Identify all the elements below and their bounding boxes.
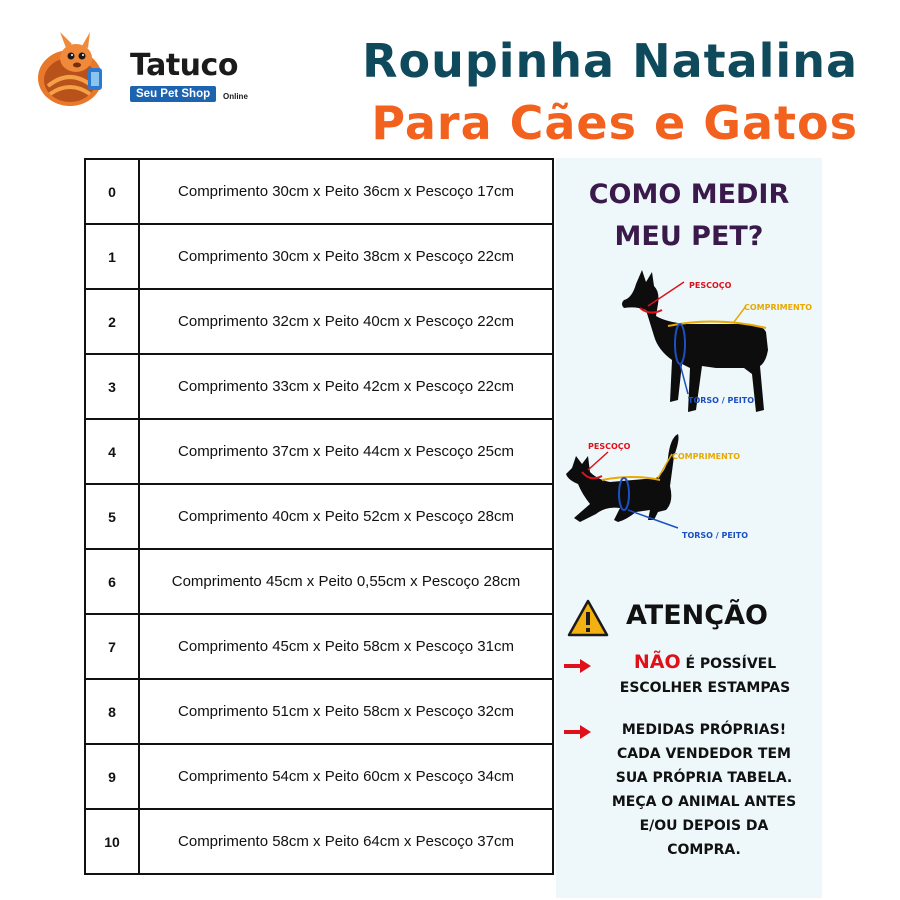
size-measurements: Comprimento 40cm x Peito 52cm x Pescoço 28cm [139,484,553,549]
size-number: 1 [85,224,139,289]
size-measurements: Comprimento 32cm x Peito 40cm x Pescoço 22cm [139,289,553,354]
size-measurements: Comprimento 30cm x Peito 36cm x Pescoço 17cm [139,159,553,224]
how-to-measure-title [556,174,822,258]
no-prints-note [600,650,810,700]
measure-panel [556,158,822,898]
size-number: 8 [85,679,139,744]
table-row [85,744,553,809]
cat-neck-label: PESCOÇO [588,442,631,451]
size-measurements: Comprimento 30cm x Peito 38cm x Pescoço 22cm [139,224,553,289]
logo-brand-name: Tatuco [130,48,238,83]
page-subtitle: Para Cães e Gatos [371,96,858,150]
no-prints-line2: ESCOLHER ESTAMPAS [619,680,791,696]
table-row [85,289,553,354]
how-to-measure-line1: COMO MEDIR [588,179,790,210]
right-arrow-icon [564,658,592,674]
table-row [85,809,553,874]
no-prints-rest: É POSSÍVEL [685,656,777,672]
size-number: 10 [85,809,139,874]
table-row [85,679,553,744]
cat-length-label: COMPRIMENTO [672,452,741,461]
size-number: 6 [85,549,139,614]
dog-length-label: COMPRIMENTO [744,303,813,312]
table-row [85,224,553,289]
brand-logo [30,28,248,112]
size-number: 7 [85,614,139,679]
size-measurements: Comprimento 54cm x Peito 60cm x Pescoço 34cm [139,744,553,809]
cat-torso-label: TORSO / PEITO [682,531,749,540]
dog-torso-label: TORSO / PEITO [688,396,755,405]
own-measures-line: SUA PRÓPRIA TABELA. [615,770,793,786]
size-measurements: Comprimento 33cm x Peito 42cm x Pescoço 22cm [139,354,553,419]
table-row [85,484,553,549]
size-number: 4 [85,419,139,484]
size-measurements: Comprimento 45cm x Peito 58cm x Pescoço 31cm [139,614,553,679]
own-measures-line: MEDIDAS PRÓPRIAS! [621,722,787,738]
dog-neck-label: PESCOÇO [689,281,732,290]
size-number: 5 [85,484,139,549]
size-table [84,158,554,875]
table-row [85,419,553,484]
own-measures-note [586,718,822,862]
no-prints-strong: NÃO [633,651,681,673]
table-row [85,549,553,614]
table-row [85,159,553,224]
table-row [85,354,553,419]
page-title: Roupinha Natalina [362,34,858,88]
size-number: 0 [85,159,139,224]
own-measures-line: COMPRA. [667,842,741,858]
own-measures-line: CADA VENDEDOR TEM [617,746,791,762]
how-to-measure-line2: MEU PET? [614,221,764,252]
size-number: 2 [85,289,139,354]
table-row [85,614,553,679]
logo-suffix: Online [223,92,248,101]
warning-triangle-icon [566,598,610,638]
size-number: 9 [85,744,139,809]
size-number: 3 [85,354,139,419]
size-measurements: Comprimento 45cm x Peito 0,55cm x Pescoço 28cm [139,549,553,614]
own-measures-line: E/OU DEPOIS DA [639,818,769,834]
size-measurements: Comprimento 51cm x Peito 58cm x Pescoço 32cm [139,679,553,744]
logo-tagline: Seu Pet Shop [130,86,216,102]
own-measures-line: MEÇA O ANIMAL ANTES [611,794,797,810]
armadillo-mascot-icon [30,28,114,112]
size-measurements: Comprimento 58cm x Peito 64cm x Pescoço 37cm [139,809,553,874]
size-measurements: Comprimento 37cm x Peito 44cm x Pescoço 25cm [139,419,553,484]
attention-title: ATENÇÃO [626,600,768,631]
